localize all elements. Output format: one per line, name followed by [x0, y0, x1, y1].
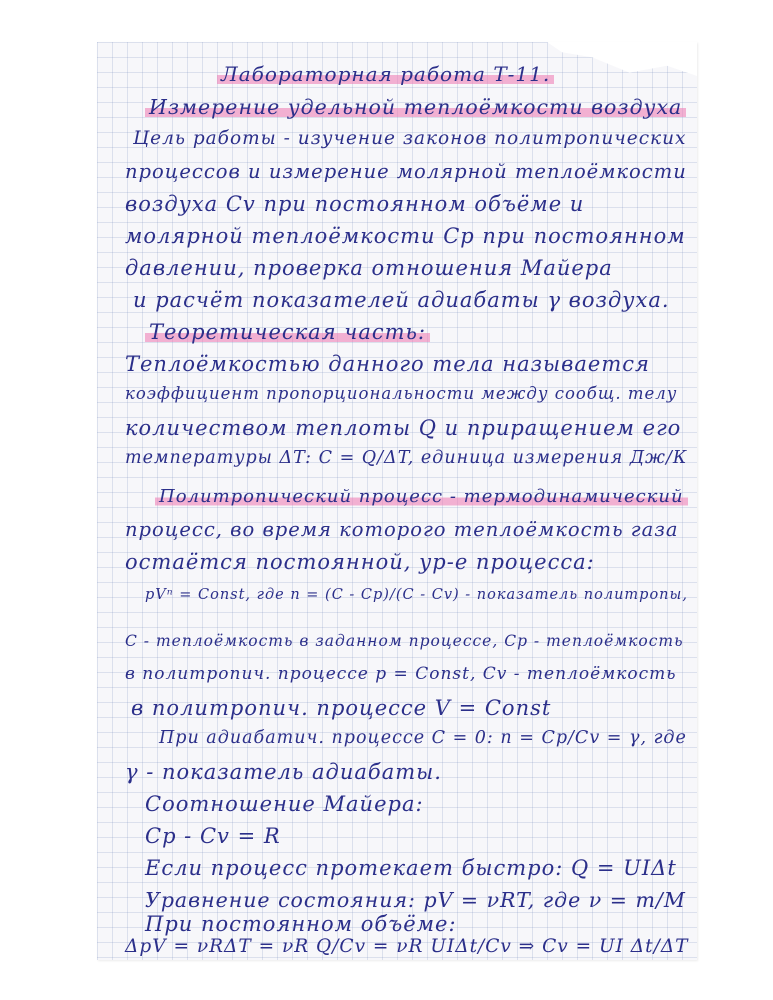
- adiabatic-line-1: При адиабатич. процессе C = 0: n = Cp/Cv = γ, где: [159, 728, 687, 748]
- lab-title-text: Лабораторная работа Т-11.: [217, 62, 554, 86]
- polytropic-line-2: остаётся постоянной, ур-е процесса:: [125, 550, 595, 574]
- theory-heading: [145, 322, 430, 343]
- mayer-heading: Соотношение Майера:: [145, 792, 424, 816]
- lab-title: [217, 64, 554, 84]
- goal-line-6: и расчёт показателей адиабаты γ воздуха.: [133, 288, 670, 312]
- notebook-page: [97, 42, 697, 960]
- goal-line-5: давлении, проверка отношения Майера: [125, 256, 613, 280]
- goal-line-3: воздуха Cv при постоянном объёме и: [125, 192, 585, 216]
- work-subject: [145, 97, 686, 118]
- constant-volume-heading: При постоянном объёме:: [145, 912, 457, 936]
- polytropic-line-3: C - теплоёмкость в заданном процессе, Cp - теплоёмкость: [125, 632, 684, 650]
- polytropic-heading: [155, 488, 688, 506]
- torn-corner: [547, 42, 697, 76]
- fast-process-line: Если процесс протекает быстро: Q = UIΔt: [145, 856, 677, 880]
- goal-line-2: процессов и измерение молярной теплоёмкости: [125, 160, 687, 183]
- theory-line-2: коэффициент пропорциональности между сообщ. телу: [125, 384, 678, 403]
- theory-line-3: количеством теплоты Q и приращением его: [125, 416, 682, 440]
- theory-line-4: температуры ΔT: C = Q/ΔT, единица измерения Дж/К: [125, 448, 688, 468]
- polytropic-heading-text: Политропический процесс - термодинамический: [155, 486, 688, 507]
- theory-heading-text: Теоретическая часть:: [145, 320, 430, 344]
- mayer-equation: Cp - Cv = R: [145, 824, 281, 848]
- polytropic-line-1: процесс, во время которого теплоёмкость газа: [125, 518, 679, 541]
- adiabatic-line-2: γ - показатель адиабаты.: [125, 760, 442, 784]
- goal-line-4: молярной теплоёмкости Cp при постоянном: [125, 224, 686, 248]
- theory-line-1: Теплоёмкостью данного тела называется: [125, 352, 650, 376]
- work-subject-text: Измерение удельной теплоёмкости воздуха: [145, 95, 686, 119]
- state-equation-line: Уравнение состояния: pV = νRT, где ν = m/M: [145, 888, 686, 912]
- polytropic-equation: pVⁿ = Const, где n = (C - Cp)/(C - Cv) - показатель политропы,: [145, 587, 688, 603]
- polytropic-line-5: в политропич. процессе V = Const: [131, 696, 552, 720]
- goal-line-1: Цель работы - изучение законов политропических: [133, 128, 687, 149]
- constant-volume-equation: ΔpV = νRΔT = νR Q/Cv = νR UIΔt/Cv ⇒ Cv = UI Δt/ΔT: [125, 936, 689, 957]
- polytropic-line-4: в политропич. процессе p = Const, Cv - теплоёмкость: [125, 664, 677, 684]
